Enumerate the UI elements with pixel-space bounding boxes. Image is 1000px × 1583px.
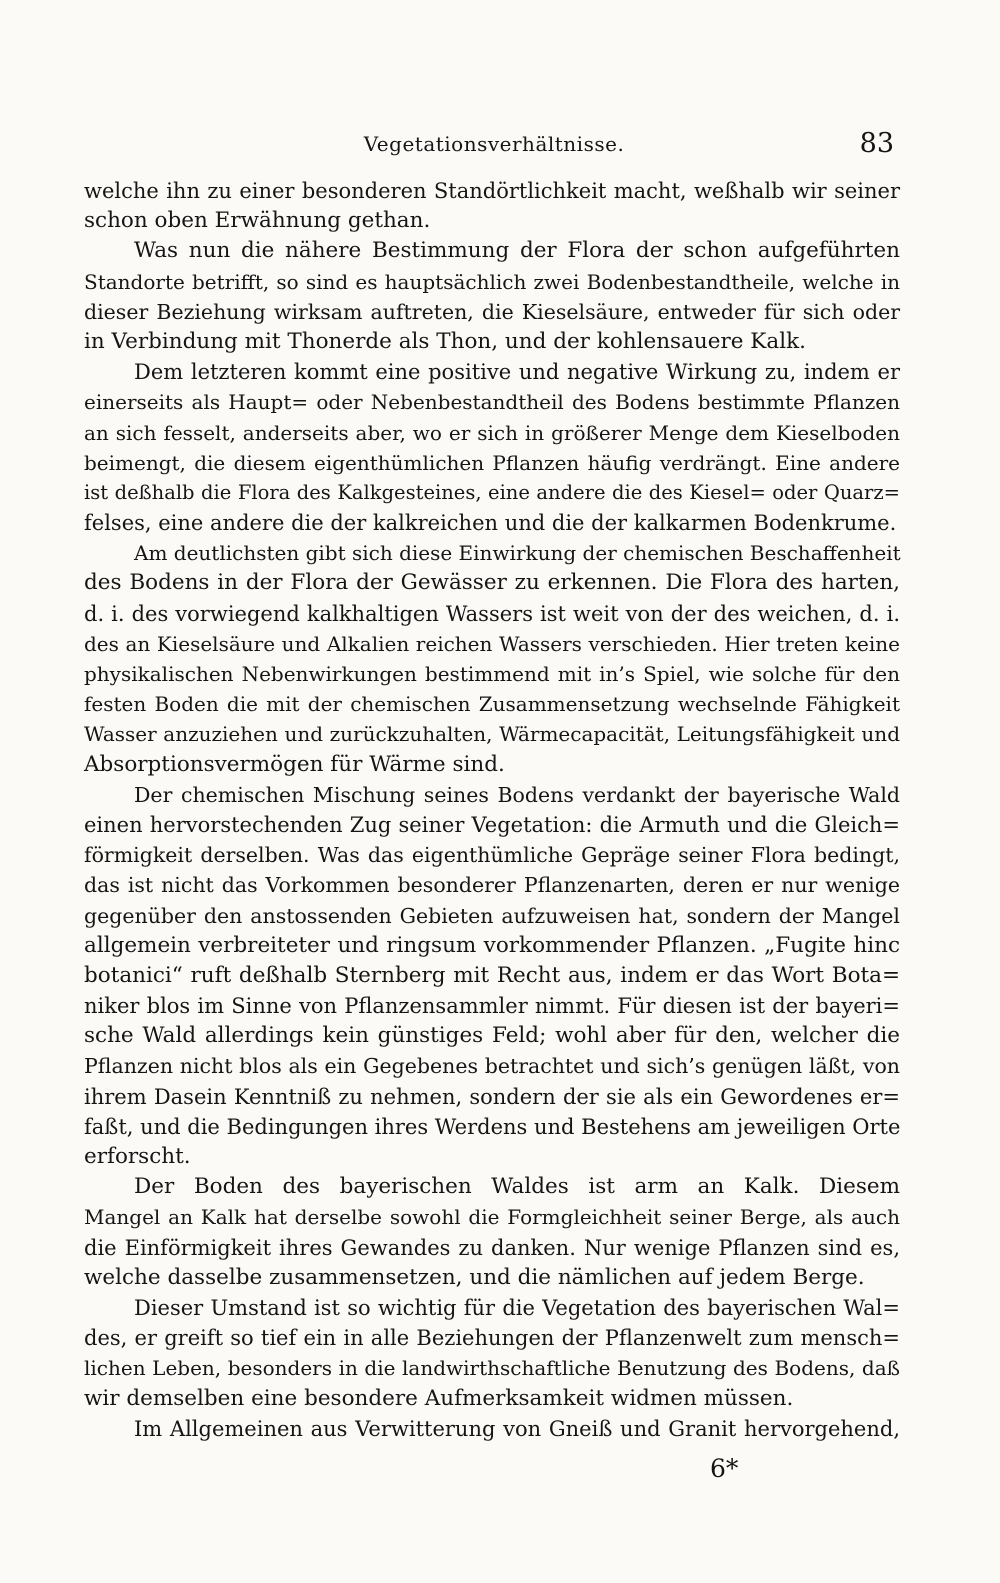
text-line: dieser Beziehung wirksam auftreten, die Kieselsäure, entweder für sich oder bbox=[84, 299, 900, 324]
text-line: Der chemischen Mischung seines Bodens verdankt der bayerische Wald bbox=[134, 782, 900, 807]
text-line: lichen Leben, besonders in die landwirthschaftliche Benutzung des Bodens, daß bbox=[84, 1356, 900, 1381]
text-line: Mangel an Kalk hat derselbe sowohl die Formgleichheit seiner Berge, als auch bbox=[84, 1205, 900, 1230]
text-line: an sich fesselt, anderseits aber, wo er sich in größerer Menge dem Kieselboden bbox=[84, 420, 900, 445]
text-line: Wasser anzuziehen und zurückzuhalten, Wärmecapacität, Leitungsfähigkeit und bbox=[84, 722, 900, 747]
page-header bbox=[84, 128, 904, 164]
text-line: des Bodens in der Flora der Gewässer zu erkennen. Die Flora des harten, bbox=[84, 570, 900, 596]
text-line: in Verbindung mit Thonerde als Thon, und der kohlensauere Kalk. bbox=[84, 328, 806, 354]
body-text bbox=[84, 176, 900, 1444]
text-line: Was nun die nähere Bestimmung der Flora der schon aufgeführten bbox=[134, 238, 900, 264]
text-line: Im Allgemeinen aus Verwitterung von Gneiß und Granit hervorgehend, bbox=[134, 1416, 900, 1441]
text-line: einerseits als Haupt= oder Nebenbestandtheil des Bodens bestimmte Pflanzen bbox=[84, 390, 900, 415]
text-line: welche ihn zu einer besonderen Standörtlichkeit macht, weßhalb wir seiner bbox=[84, 179, 900, 203]
page-number: 83 bbox=[859, 128, 894, 159]
text-line: einen hervorstechenden Zug seiner Vegetation: die Armuth und die Gleich= bbox=[84, 812, 900, 837]
text-line: Pflanzen nicht blos als ein Gegebenes betrachtet und sich’s genügen läßt, von bbox=[84, 1054, 900, 1079]
text-line: faßt, und die Bedingungen ihres Werdens und Bestehens am jeweiligen Orte bbox=[84, 1114, 901, 1139]
text-line: Dieser Umstand ist so wichtig für die Vegetation des bayerischen Wal= bbox=[134, 1295, 900, 1320]
text-line: physikalischen Nebenwirkungen bestimmend mit in’s Spiel, wie solche für den bbox=[84, 662, 900, 686]
text-line: gegenüber den anstossenden Gebieten aufzuweisen hat, sondern der Mangel bbox=[84, 903, 900, 928]
text-line: das ist nicht das Vorkommen besonderer Pflanzenarten, deren er nur wenige bbox=[84, 873, 900, 898]
text-line: welche dasselbe zusammensetzen, und die nämlichen auf jedem Berge. bbox=[84, 1264, 865, 1290]
text-line: schon oben Erwähnung gethan. bbox=[84, 208, 431, 234]
text-line: erforscht. bbox=[84, 1144, 191, 1169]
text-line: Am deutlichsten gibt sich diese Einwirkung der chemischen Beschaffenheit bbox=[134, 541, 901, 566]
text-line: festen Boden die mit der chemischen Zusammensetzung wechselnde Fähigkeit bbox=[84, 692, 900, 717]
text-line: wir demselben eine besondere Aufmerksamkeit widmen müssen. bbox=[84, 1385, 794, 1411]
text-line: d. i. des vorwiegend kalkhaltigen Wassers ist weit von der des weichen, d. i. bbox=[84, 601, 900, 626]
text-line: Der Boden des bayerischen Waldes ist arm an Kalk. Diesem bbox=[134, 1174, 900, 1200]
text-line: Standorte betrifft, so sind es hauptsächlich zwei Bodenbestandtheile, welche in bbox=[84, 269, 900, 294]
text-line: allgemein verbreiteter und ringsum vorkommender Pflanzen. „Fugite hinc bbox=[84, 932, 900, 958]
signature-mark: 6* bbox=[710, 1454, 739, 1483]
text-line: des, er greift so tief ein in alle Beziehungen der Pflanzenwelt zum mensch= bbox=[84, 1326, 900, 1351]
text-line: die Einförmigkeit ihres Gewandes zu danken. Nur wenige Pflanzen sind es, bbox=[84, 1235, 900, 1260]
text-line: Absorptionsvermögen für Wärme sind. bbox=[84, 751, 505, 777]
text-line: förmigkeit derselben. Was das eigenthümliche Gepräge seiner Flora bedingt, bbox=[84, 843, 900, 868]
text-line: des an Kieselsäure und Alkalien reichen Wassers verschieden. Hier treten keine bbox=[84, 631, 900, 656]
text-line: ihrem Dasein Kenntniß zu nehmen, sondern der sie als ein Gewordenes er= bbox=[84, 1084, 900, 1109]
text-line: botanici“ ruft deßhalb Sternberg mit Recht aus, indem er das Wort Bota= bbox=[84, 962, 900, 988]
text-line: felses, eine andere die der kalkreichen und die der kalkarmen Bodenkrume. bbox=[84, 511, 897, 536]
text-line: sche Wald allerdings kein günstiges Feld; wohl aber für den, welcher die bbox=[84, 1023, 900, 1049]
running-head: Vegetationsverhältnisse. bbox=[363, 132, 625, 156]
text-line: ist deßhalb die Flora des Kalkgesteines, eine andere die des Kiesel= oder Quarz= bbox=[84, 480, 900, 504]
text-line: Dem letzteren kommt eine positive und negative Wirkung zu, indem er bbox=[134, 360, 900, 385]
text-line: beimengt, die diesem eigenthümlichen Pflanzen häufig verdrängt. Eine andere bbox=[84, 450, 900, 475]
text-line: niker blos im Sinne von Pflanzensammler nimmt. Für diesen ist der bayeri= bbox=[84, 994, 900, 1019]
